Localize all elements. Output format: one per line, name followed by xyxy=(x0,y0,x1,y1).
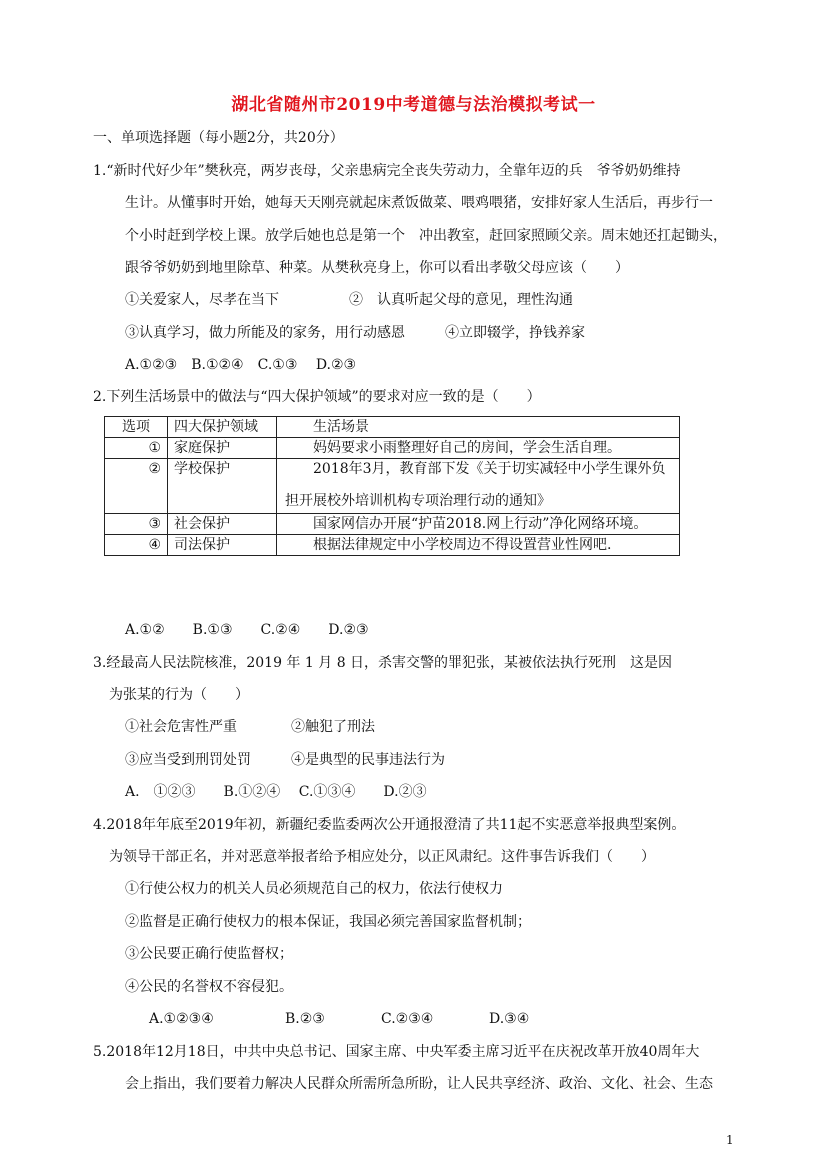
row-option: ④ xyxy=(105,535,168,556)
q4-option-2: ②监督是正确行使权力的根本保证，我国必须完善国家监督机制； xyxy=(125,914,531,930)
row-scene: 妈妈要求小雨整理好自己的房间，学会生活自理。 xyxy=(277,438,680,459)
row-scene: 国家网信办开展“护苗2018.网上行动”净化网络环境。 xyxy=(277,514,680,535)
q4-answer-d: D.③④ xyxy=(489,1011,530,1027)
q5-line-2: 会上指出，我们要着力解决人民群众所需所急所盼，让人民共享经济、政治、文化、社会、生态 xyxy=(125,1076,713,1092)
table-row xyxy=(105,514,680,535)
row-area: 学校保护 xyxy=(168,459,277,514)
q4-line-2: 为领导干部正名，并对恶意举报者给予相应处分，以正风肃纪。这件事告诉我们（ ） xyxy=(109,849,655,865)
row-area: 社会保护 xyxy=(168,514,277,535)
q3-option-4: ④是典型的民事违法行为 xyxy=(291,752,445,768)
q2-stem: 2.下列生活场景中的做法与“四大保护领域”的要求对应一致的是（ ） xyxy=(93,389,541,405)
protection-table xyxy=(104,416,680,556)
row-scene-text: 2018年3月，教育部下发《关于切实减轻中小学生课外负担开展校外培训机构专项治理行动的通知》 xyxy=(285,461,666,509)
q1-answers: A.①②③ B.①②④ C.①③ D.②③ xyxy=(125,357,357,373)
table-row xyxy=(105,535,680,556)
q5-line-1: 5.2018年12月18日，中共中央总书记、国家主席、中央军委主席习近平在庆祝改革开放40周年大 xyxy=(93,1044,700,1060)
q3-line-1: 3.经最高人民法院核准，2019 年 1 月 8 日，杀害交警的罪犯张，某被依法执行死刑 这是因 xyxy=(93,655,673,671)
table-row xyxy=(105,459,680,514)
table-header-row xyxy=(105,417,680,438)
q1-option-3: ③认真学习，做力所能及的家务，用行动感恩 xyxy=(125,325,405,341)
q4-answer-c: C.②③④ xyxy=(381,1011,434,1027)
q1-line-3: 个小时赶到学校上课。放学后她也总是第一个 冲出教室，赶回家照顾父亲。周末她还扛起锄头， xyxy=(125,228,727,244)
row-scene xyxy=(277,459,680,514)
q3-option-3: ③应当受到刑罚处罚 xyxy=(125,752,251,768)
q3-answers: A. ①②③ B.①②④ C.①③④ D.②③ xyxy=(125,784,427,800)
row-area: 家庭保护 xyxy=(168,438,277,459)
row-area: 司法保护 xyxy=(168,535,277,556)
q2-answers: A.①② B.①③ C.②④ D.②③ xyxy=(125,622,369,638)
row-option: ① xyxy=(105,438,168,459)
q4-option-1: ①行使公权力的机关人员必须规范自己的权力，依法行使权力 xyxy=(125,881,503,897)
q4-answer-b: B.②③ xyxy=(285,1011,325,1027)
header-area: 四大保护领域 xyxy=(168,417,277,438)
page-number: 1 xyxy=(726,1133,734,1147)
q4-line-1: 4.2018年年底至2019年初，新疆纪委监委两次公开通报澄清了共11起不实恶意举报典型案例。 xyxy=(93,817,686,833)
q1-option-1: ①关爱家人，尽孝在当下 xyxy=(125,292,279,308)
q3-option-2: ②触犯了刑法 xyxy=(291,719,375,735)
page-title: 湖北省随州市2019中考道德与法治模拟考试一 xyxy=(231,95,596,115)
q4-option-3: ③公民要正确行使监督权； xyxy=(125,946,293,962)
q1-option-2: ② 认真听起父母的意见，理性沟通 xyxy=(349,292,573,308)
q1-line-2: 生计。从懂事时开始，她每天天刚亮就起床煮饭做菜、喂鸡喂猪，安排好家人生活后，再步行一 xyxy=(125,195,713,211)
q4-option-4: ④公民的名誉权不容侵犯。 xyxy=(125,979,293,995)
q1-line-4: 跟爷爷奶奶到地里除草、种菜。从樊秋亮身上，你可以看出孝敬父母应该（ ） xyxy=(125,260,629,276)
q3-line-2: 为张某的行为（ ） xyxy=(109,687,249,703)
q3-option-1: ①社会危害性严重 xyxy=(125,719,237,735)
q1-line-1: 1.“新时代好少年”樊秋亮，两岁丧母，父亲患病完全丧失劳动力，全靠年迈的兵 爷爷奶奶维持 xyxy=(93,163,681,179)
row-option: ③ xyxy=(105,514,168,535)
header-option: 选项 xyxy=(105,417,168,438)
q1-option-4: ④立即辍学，挣钱养家 xyxy=(445,325,585,341)
section-heading: 一、单项选择题（每小题2分，共20分） xyxy=(93,130,344,146)
header-scene: 生活场景 xyxy=(277,417,680,438)
row-scene: 根据法律规定中小学校周边不得设置营业性网吧. xyxy=(277,535,680,556)
row-option: ② xyxy=(105,459,168,514)
q4-answer-a: A.①②③④ xyxy=(149,1011,214,1027)
